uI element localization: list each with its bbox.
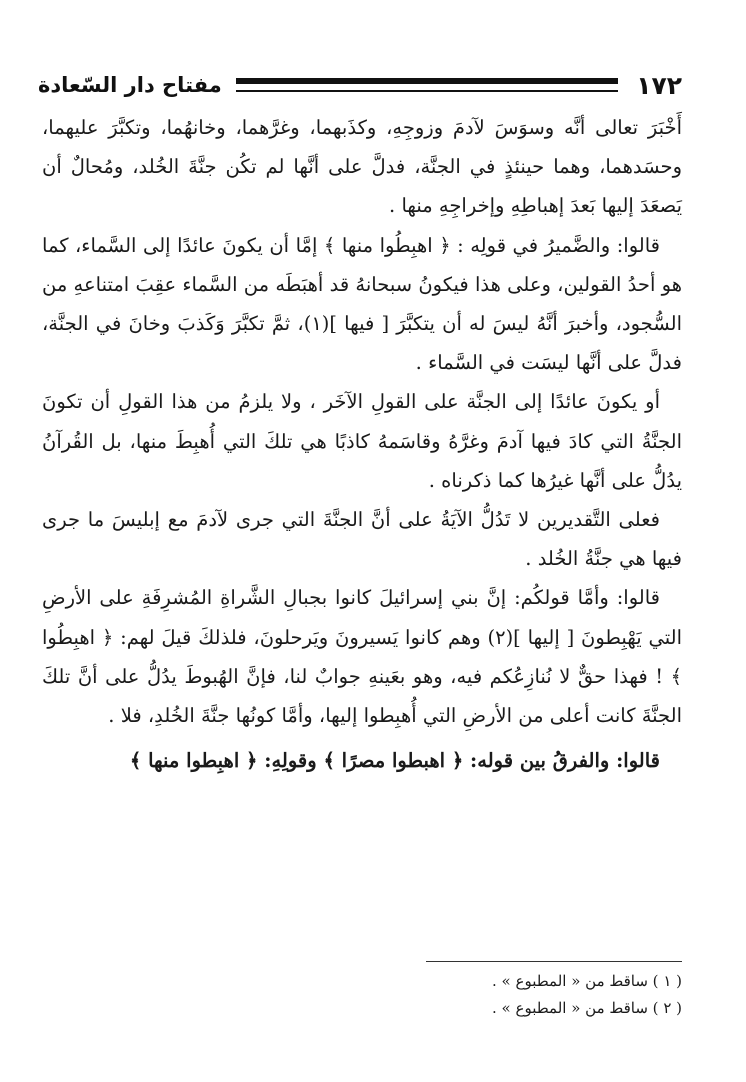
page-number: ١٧٢ (636, 70, 682, 100)
book-title: مفتاح دار السّعادة (38, 72, 222, 97)
paragraph-5: قالوا: وأمَّا قولكُم: إنَّ بني إسرائيلَ كانوا بجبالِ الشَّراةِ المُشرِفَةِ على الأرضِ التي يَهْبِطونَ [ إليها ](٢) وهم كانوا يَسيرونَ ويَرحلونَ، فلذلكَ قيلَ لهم: ﴿ اهبِطُوا ﴾ ! فهذا حقٌّ لا نُنازِعُكم فيه، وهو بعَينهِ جوابٌ لنا، فإنَّ الهُبوطَ يدُلُّ على أنَّ تلكَ الجنَّةَ كانت أعلى من الأرضِ التي أُهبِطوا إليها، وأمَّا كونُها جنَّةَ الخُلدِ، فلا . (42, 586, 682, 728)
main-text (42, 108, 682, 780)
footnote-2: ( ٢ ) ساقط من « المطبوع » . (492, 999, 682, 1017)
paragraph-6: قالوا: والفرقُ بين قوله: ﴿ اهبطوا مصرًا ﴾ وقولِهِ: ﴿ اهبِطوا منها ﴾ (129, 749, 660, 773)
header-rule (236, 78, 618, 92)
paragraph-4: فعلى التَّقديرين لا تَدُلُّ الآيَةُ على أنَّ الجنَّةَ التي جرى لآدمَ مع إبليسَ ما جرى فيها هي جنَّةُ الخُلد . (42, 508, 682, 571)
footnote-1: ( ١ ) ساقط من « المطبوع » . (492, 972, 682, 990)
footnote-divider (426, 961, 682, 962)
header-rule-thin (236, 90, 618, 92)
footnotes (200, 968, 682, 1022)
paragraph-2: قالوا: والضَّميرُ في قولِه : ﴿ اهبِطُوا منها ﴾ إمَّا أن يكونَ عائدًا إلى السَّماء، كما هو أحدُ القولين، وعلى هذا فيكونُ سبحانهُ قد أهبَطَه من السَّماء عقِبَ امتناعهِ من السُّجود، وأخبرَ أنَّهُ ليسَ له أن يتكبَّرَ [ فيها ](١)، ثمَّ تكبَّرَ وَكَذبَ وخانَ في الجنَّة، فدلَّ على أنَّها ليسَت في السَّماء . (42, 233, 682, 375)
paragraph-3: أو يكونَ عائدًا إلى الجنَّة على القولِ الآخَر ، ولا يلزمُ من هذا القولِ أن تكونَ الجنَّةُ التي كادَ فيها آدمَ وغرَّهُ وقاسَمهُ كاذبًا هي تلكَ التي أُهبِطَ منها، بل القُرآنُ يدُلُّ على أنَّها غيرُها كما ذكرناه . (42, 390, 682, 492)
header-rule-thick (236, 78, 618, 84)
page-header (38, 68, 682, 102)
paragraph-1: أَخْبَرَ تعالى أنَّه وسوَسَ لآدمَ وزوجِهِ، وكذَبهما، وغرَّهما، وخانهُما، وتكبَّرَ عليهما، وحسَدهما، وهما حينئذٍ في الجنَّة، فدلَّ على أنَّها لم تكُن جنَّةَ الخُلد، ومُحالٌ أن يَصعَدَ إليها بَعدَ إهباطِهِ وإخراجِهِ منها . (42, 116, 682, 218)
